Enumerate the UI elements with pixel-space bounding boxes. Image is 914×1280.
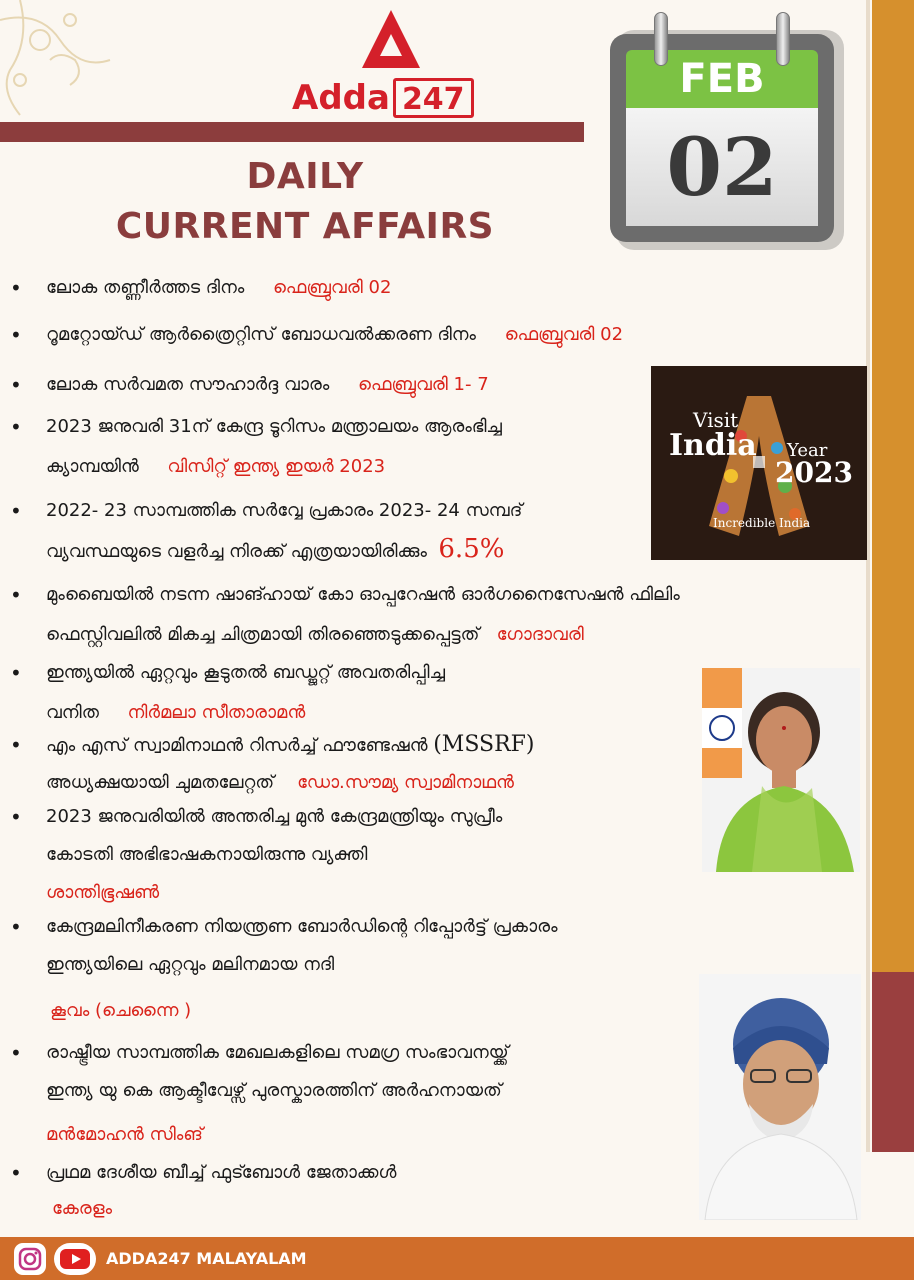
brand-number: 247: [393, 78, 474, 118]
footer-label[interactable]: ADDA247 MALAYALAM: [106, 1249, 307, 1268]
answer: നിർമലാ സീതാരാമൻ: [127, 702, 306, 723]
answer: ഫെബ്രുവരി 02: [504, 324, 624, 345]
title-bar: [0, 122, 584, 142]
visit-text: Visit: [693, 408, 739, 432]
portrait-photo: [699, 974, 861, 1220]
calendar-day: 02: [626, 108, 818, 226]
answer: കേരളം: [52, 1198, 113, 1219]
answer: മൻമോഹൻ സിംങ്: [46, 1124, 203, 1145]
side-bar-maroon: [872, 972, 914, 1152]
calendar-ring-icon: [776, 12, 790, 66]
youtube-icon[interactable]: [54, 1243, 96, 1275]
answer: ഫെബ്രുവരി 02: [272, 277, 392, 298]
calendar-graphic: [606, 12, 844, 250]
footer-bar: [0, 1237, 914, 1280]
calendar-ring-icon: [654, 12, 668, 66]
answer: വിസിറ്റ് ഇന്ത്യ ഇയർ 2023: [167, 456, 386, 477]
title-line-2: CURRENT AFFAIRS: [115, 206, 495, 247]
brand-logo: [290, 8, 495, 118]
tagline: Incredible India: [713, 516, 811, 530]
side-bar-gold: [872, 0, 914, 972]
answer: ഫെബ്രുവരി 1- 7: [357, 374, 489, 395]
side-divider: [866, 0, 870, 1152]
india-text: India: [669, 428, 757, 463]
answer: ശാന്തിഭൂഷൺ: [46, 882, 160, 903]
answer: കൂവം (ചെന്നൈ ): [50, 1000, 192, 1021]
visit-india-image: [651, 366, 867, 560]
corner-ornament: [0, 0, 120, 120]
year-word: Year: [787, 440, 828, 461]
adda-a-icon: [360, 8, 422, 70]
instagram-icon[interactable]: [14, 1243, 46, 1275]
brand-name: Adda: [292, 78, 390, 118]
year-number: 2023: [775, 456, 853, 489]
calendar-month: FEB: [626, 50, 818, 108]
portrait-photo: [702, 668, 860, 872]
answer: ഗോദാവരി: [496, 624, 584, 645]
title-line-1: DAILY: [246, 156, 364, 197]
page-title: [40, 152, 570, 252]
answer: ഡോ.സൗമ്യ സ്വാമിനാഥൻ: [297, 772, 514, 793]
answer: 6.5%: [438, 534, 505, 564]
